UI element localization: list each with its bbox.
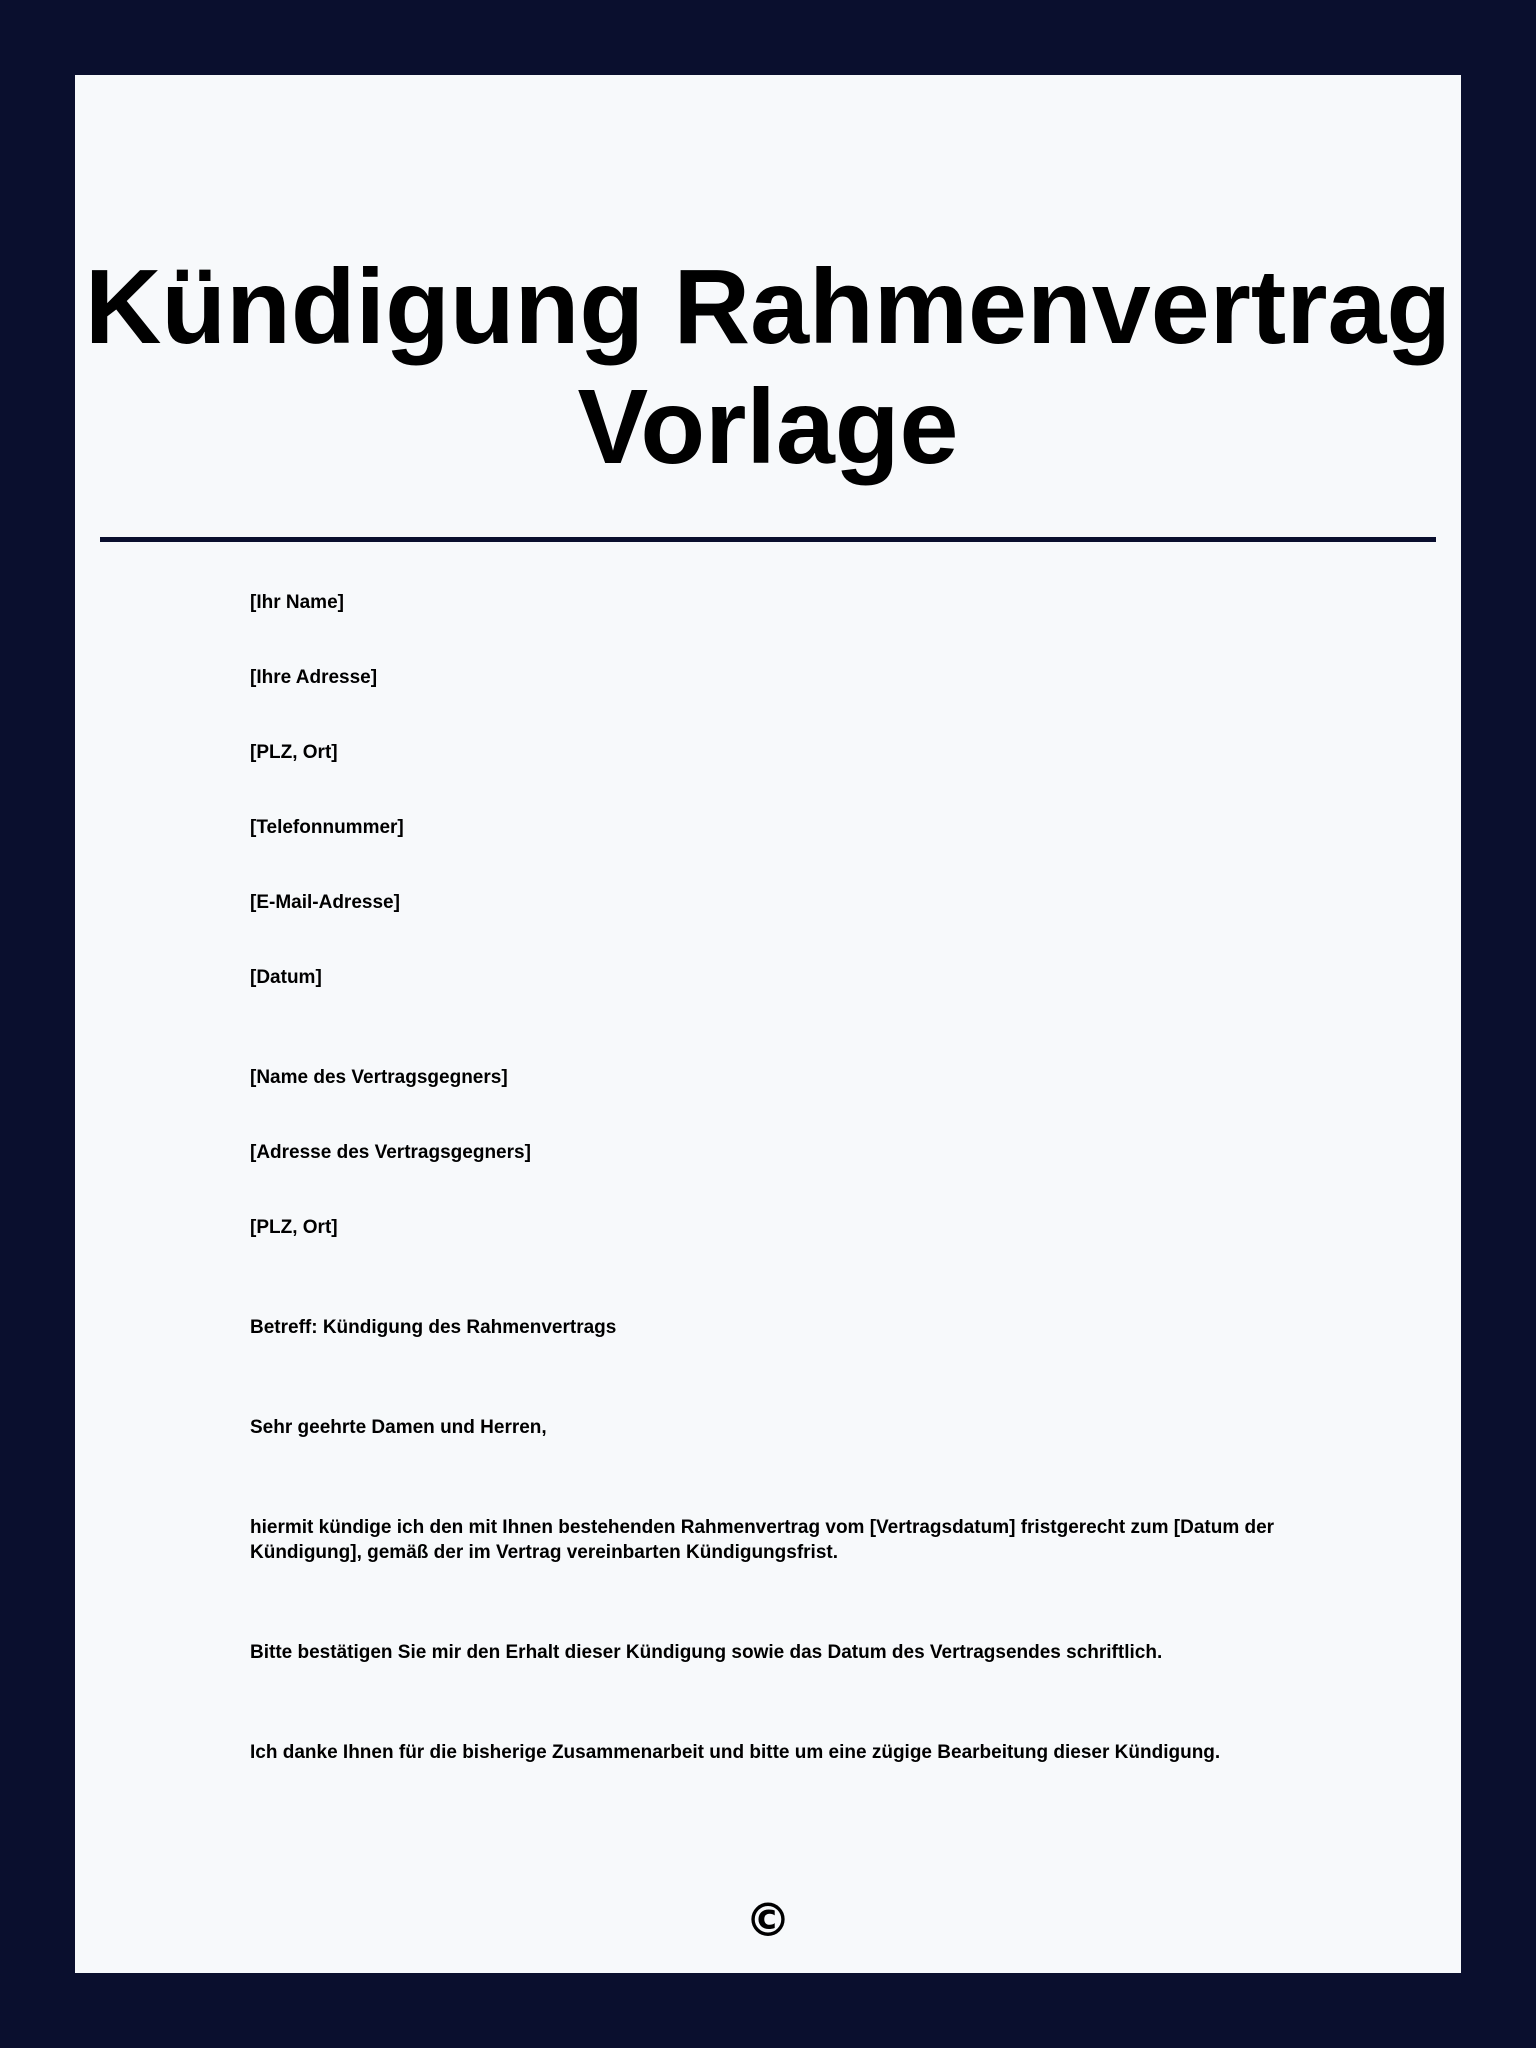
document-page (75, 75, 1461, 1973)
title-divider (100, 537, 1436, 542)
body-paragraph: Bitte bestätigen Sie mir den Erhalt dieser Kündigung sowie das Datum des Vertragsendes schriftlich. (250, 1642, 1163, 1663)
letter-date: [Datum] (250, 967, 322, 988)
body-paragraph: hiermit kündige ich den mit Ihnen bestehenden Rahmenvertrag vom [Vertragsdatum] fristgerecht zum [Datum der Kündigung], gemäß der im Vertrag vereinbarten Kündigungsfrist. (250, 1517, 1275, 1563)
body-paragraph: Ich danke Ihnen für die bisherige Zusammenarbeit und bitte um eine zügige Bearbeitung dieser Kündigung. (250, 1742, 1221, 1763)
sender-name: [Ihr Name] (250, 592, 344, 613)
recipient-address: [Adresse des Vertragsgegners] (250, 1142, 531, 1163)
letter-salutation: Sehr geehrte Damen und Herren, (250, 1417, 547, 1438)
copyright-symbol: © (745, 1893, 791, 1947)
sender-address: [Ihre Adresse] (250, 667, 378, 688)
sender-city: [PLZ, Ort] (250, 742, 338, 763)
recipient-name: [Name des Vertragsgegners] (250, 1067, 508, 1088)
sender-phone: [Telefonnummer] (250, 817, 404, 838)
recipient-city: [PLZ, Ort] (250, 1217, 338, 1238)
letter-subject: Betreff: Kündigung des Rahmenvertrags (250, 1317, 617, 1338)
document-title: Kündigung Rahmenvertrag Vorlage (84, 248, 1452, 486)
sender-email: [E-Mail-Adresse] (250, 892, 400, 913)
